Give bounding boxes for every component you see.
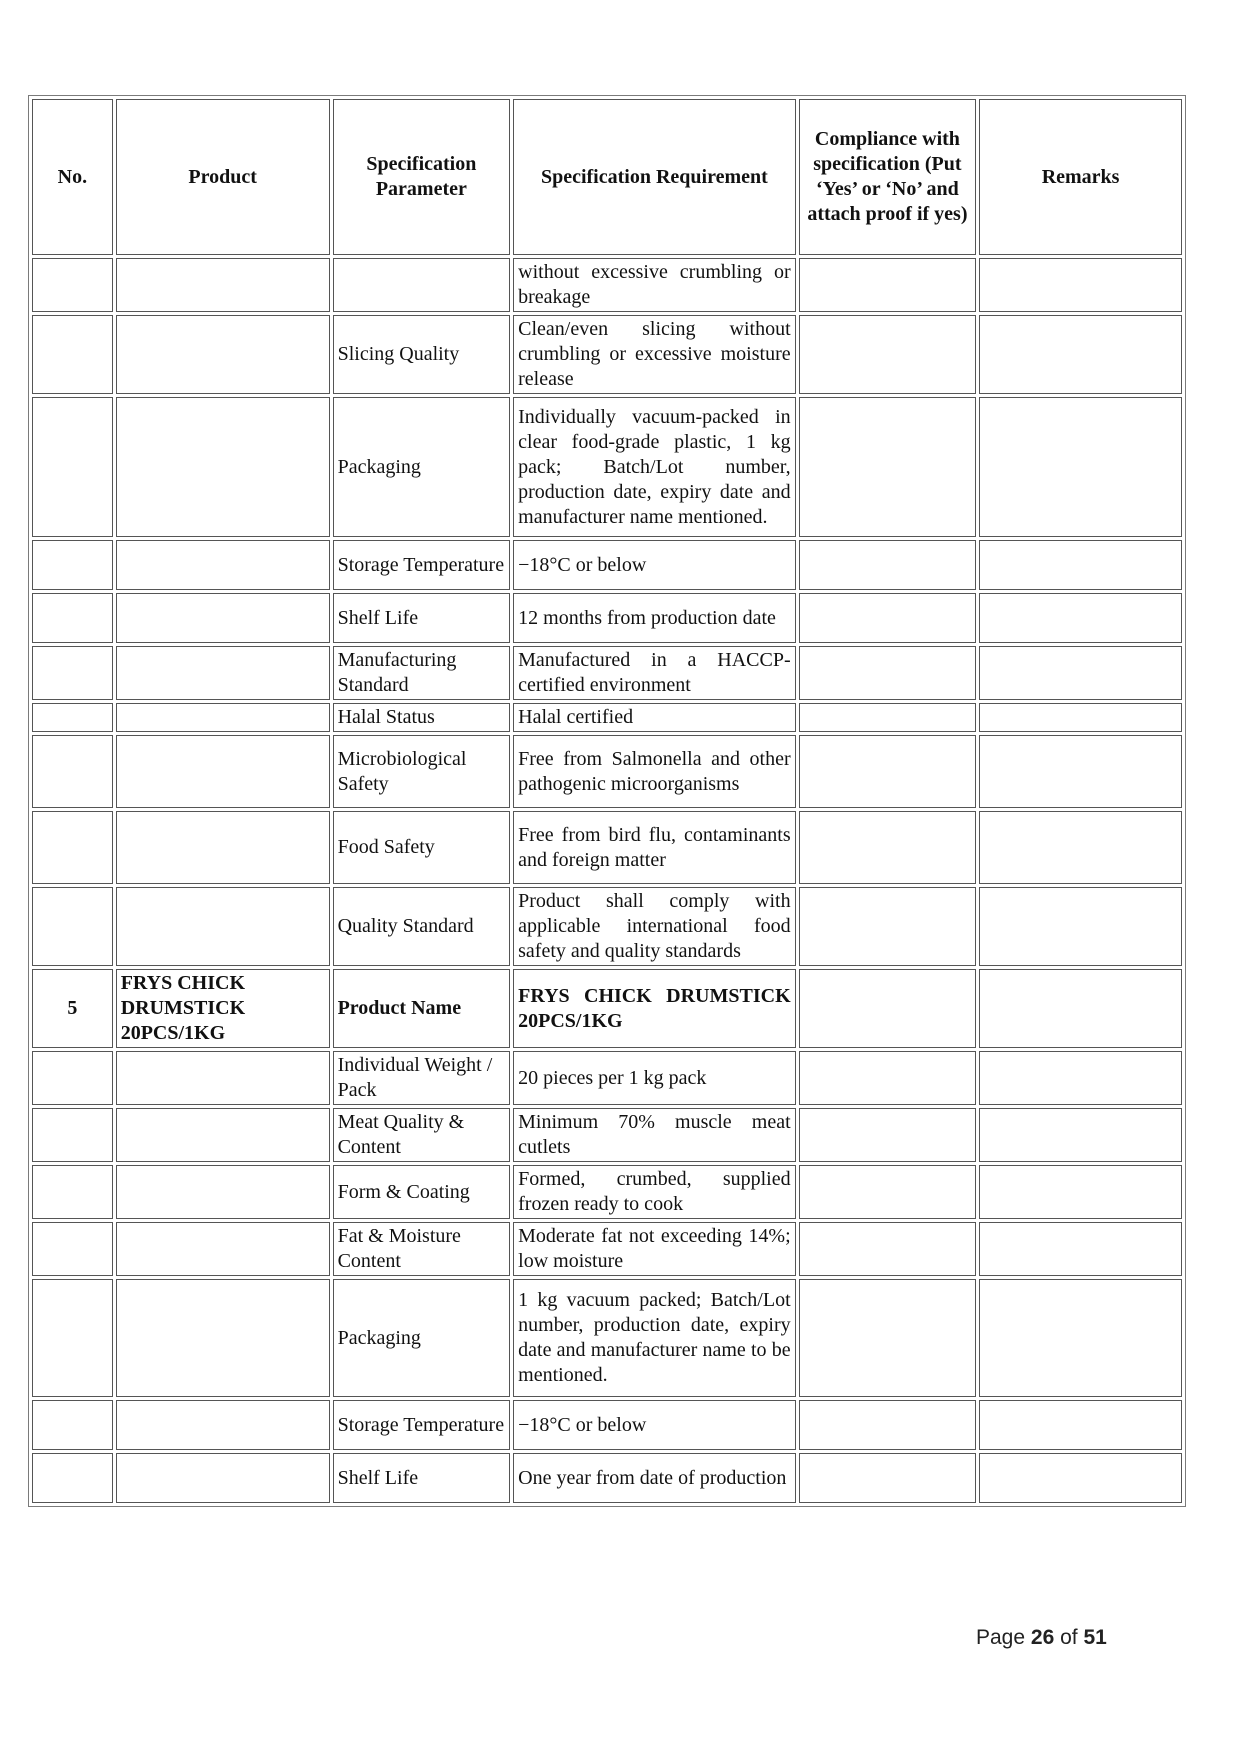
- cell-requirement: 1 kg vacuum packed; Batch/Lot number, production date, expiry date and manufacturer name to be mentioned.: [513, 1279, 795, 1397]
- table-row: [32, 887, 1182, 966]
- cell-requirement: Moderate fat not exceeding 14%; low moisture: [513, 1222, 795, 1276]
- cell-compliance: [799, 1051, 977, 1105]
- cell-no: [32, 1453, 113, 1503]
- cell-product: [116, 735, 330, 808]
- cell-parameter: Packaging: [333, 397, 511, 537]
- total-pages: 51: [1083, 1626, 1107, 1649]
- cell-product: [116, 1400, 330, 1450]
- cell-no: [32, 1165, 113, 1219]
- cell-compliance: [799, 1108, 977, 1162]
- cell-parameter: Manufacturing Standard: [333, 646, 511, 700]
- cell-product: [116, 1279, 330, 1397]
- cell-parameter: Microbiological Safety: [333, 735, 511, 808]
- table-row: [32, 1279, 1182, 1397]
- cell-requirement: −18°C or below: [513, 540, 795, 590]
- cell-parameter: Storage Temperature: [333, 1400, 511, 1450]
- cell-no: [32, 397, 113, 537]
- cell-remarks: [979, 1453, 1182, 1503]
- cell-remarks: [979, 646, 1182, 700]
- cell-compliance: [799, 397, 977, 537]
- cell-remarks: [979, 258, 1182, 312]
- cell-remarks: [979, 1400, 1182, 1450]
- table-row: [32, 1453, 1182, 1503]
- cell-no: [32, 735, 113, 808]
- cell-no: [32, 703, 113, 732]
- cell-compliance: [799, 703, 977, 732]
- page-word: Page: [976, 1626, 1026, 1649]
- cell-parameter: Storage Temperature: [333, 540, 511, 590]
- cell-product: [116, 1108, 330, 1162]
- cell-compliance: [799, 1279, 977, 1397]
- cell-requirement: Minimum 70% muscle meat cutlets: [513, 1108, 795, 1162]
- cell-product: [116, 1453, 330, 1503]
- cell-no: [32, 646, 113, 700]
- cell-no: [32, 258, 113, 312]
- cell-product: FRYS CHICK DRUMSTICK 20PCS/1KG: [116, 969, 330, 1048]
- cell-product: [116, 315, 330, 394]
- cell-remarks: [979, 703, 1182, 732]
- document-page: [28, 95, 1186, 1507]
- cell-product: [116, 646, 330, 700]
- table-row: [32, 593, 1182, 643]
- header-product: Product: [116, 99, 330, 255]
- cell-parameter: Halal Status: [333, 703, 511, 732]
- cell-requirement: 12 months from production date: [513, 593, 795, 643]
- cell-parameter: Food Safety: [333, 811, 511, 884]
- cell-no: [32, 540, 113, 590]
- specification-table: [28, 95, 1186, 1507]
- table-row: [32, 1051, 1182, 1105]
- cell-compliance: [799, 969, 977, 1048]
- cell-product: [116, 593, 330, 643]
- cell-no: [32, 1279, 113, 1397]
- cell-remarks: [979, 811, 1182, 884]
- table-row: [32, 540, 1182, 590]
- cell-compliance: [799, 540, 977, 590]
- header-compliance: Compliance with specification (Put ‘Yes’ or ‘No’ and attach proof if yes): [799, 99, 977, 255]
- cell-no: [32, 1222, 113, 1276]
- cell-product: [116, 258, 330, 312]
- table-row: [32, 1222, 1182, 1276]
- cell-requirement: One year from date of production: [513, 1453, 795, 1503]
- table-row: [32, 397, 1182, 537]
- cell-requirement: −18°C or below: [513, 1400, 795, 1450]
- current-page: 26: [1030, 1626, 1055, 1649]
- cell-requirement: Free from bird flu, contaminants and foreign matter: [513, 811, 795, 884]
- cell-product: [116, 811, 330, 884]
- table-row: [32, 1165, 1182, 1219]
- header-no: No.: [32, 99, 113, 255]
- cell-remarks: [979, 887, 1182, 966]
- table-row: [32, 315, 1182, 394]
- cell-remarks: [979, 969, 1182, 1048]
- cell-requirement: 20 pieces per 1 kg pack: [513, 1051, 795, 1105]
- cell-compliance: [799, 1453, 977, 1503]
- cell-remarks: [979, 593, 1182, 643]
- cell-remarks: [979, 397, 1182, 537]
- cell-no: [32, 811, 113, 884]
- page-number: [976, 1626, 1107, 1650]
- cell-parameter: Packaging: [333, 1279, 511, 1397]
- cell-product: [116, 1222, 330, 1276]
- cell-compliance: [799, 258, 977, 312]
- cell-product: [116, 1165, 330, 1219]
- cell-parameter: [333, 258, 511, 312]
- cell-no: [32, 593, 113, 643]
- header-remarks: Remarks: [979, 99, 1182, 255]
- cell-remarks: [979, 1051, 1182, 1105]
- cell-no: [32, 1400, 113, 1450]
- table-row: [32, 646, 1182, 700]
- header-parameter: Specification Parameter: [333, 99, 511, 255]
- cell-parameter: Individual Weight / Pack: [333, 1051, 511, 1105]
- cell-requirement: Individually vacuum-packed in clear food-grade plastic, 1 kg pack; Batch/Lot number, production date, expiry date and manufacturer name mentioned.: [513, 397, 795, 537]
- cell-product: [116, 397, 330, 537]
- cell-remarks: [979, 1165, 1182, 1219]
- cell-requirement: Clean/even slicing without crumbling or excessive moisture release: [513, 315, 795, 394]
- cell-requirement: Manufactured in a HACCP-certified environment: [513, 646, 795, 700]
- cell-compliance: [799, 315, 977, 394]
- cell-no: [32, 1051, 113, 1105]
- cell-requirement: Formed, crumbed, supplied frozen ready to cook: [513, 1165, 795, 1219]
- table-row: [32, 811, 1182, 884]
- cell-product: [116, 1051, 330, 1105]
- cell-remarks: [979, 1222, 1182, 1276]
- cell-parameter: Shelf Life: [333, 1453, 511, 1503]
- cell-compliance: [799, 1400, 977, 1450]
- cell-parameter: Form & Coating: [333, 1165, 511, 1219]
- of-word: of: [1060, 1626, 1078, 1649]
- cell-requirement: Product shall comply with applicable international food safety and quality standards: [513, 887, 795, 966]
- cell-remarks: [979, 735, 1182, 808]
- cell-parameter: Quality Standard: [333, 887, 511, 966]
- cell-remarks: [979, 1279, 1182, 1397]
- cell-no: [32, 315, 113, 394]
- cell-product: [116, 540, 330, 590]
- table-row: [32, 735, 1182, 808]
- table-row: [32, 969, 1182, 1048]
- cell-remarks: [979, 1108, 1182, 1162]
- cell-product: [116, 887, 330, 966]
- cell-no: [32, 887, 113, 966]
- cell-requirement: FRYS CHICK DRUMSTICK 20PCS/1KG: [513, 969, 795, 1048]
- header-row: [32, 99, 1182, 255]
- cell-no: 5: [32, 969, 113, 1048]
- cell-compliance: [799, 646, 977, 700]
- cell-parameter: Slicing Quality: [333, 315, 511, 394]
- cell-requirement: Free from Salmonella and other pathogenic microorganisms: [513, 735, 795, 808]
- cell-requirement: without excessive crumbling or breakage: [513, 258, 795, 312]
- cell-compliance: [799, 887, 977, 966]
- cell-parameter: Product Name: [333, 969, 511, 1048]
- cell-no: [32, 1108, 113, 1162]
- cell-compliance: [799, 1222, 977, 1276]
- cell-compliance: [799, 1165, 977, 1219]
- cell-parameter: Meat Quality & Content: [333, 1108, 511, 1162]
- table-row: [32, 703, 1182, 732]
- cell-remarks: [979, 315, 1182, 394]
- cell-product: [116, 703, 330, 732]
- table-row: [32, 1108, 1182, 1162]
- cell-parameter: Shelf Life: [333, 593, 511, 643]
- table-row: [32, 1400, 1182, 1450]
- table-row: [32, 258, 1182, 312]
- cell-remarks: [979, 540, 1182, 590]
- cell-compliance: [799, 593, 977, 643]
- cell-requirement: Halal certified: [513, 703, 795, 732]
- cell-compliance: [799, 811, 977, 884]
- cell-compliance: [799, 735, 977, 808]
- cell-parameter: Fat & Moisture Content: [333, 1222, 511, 1276]
- header-requirement: Specification Requirement: [513, 99, 795, 255]
